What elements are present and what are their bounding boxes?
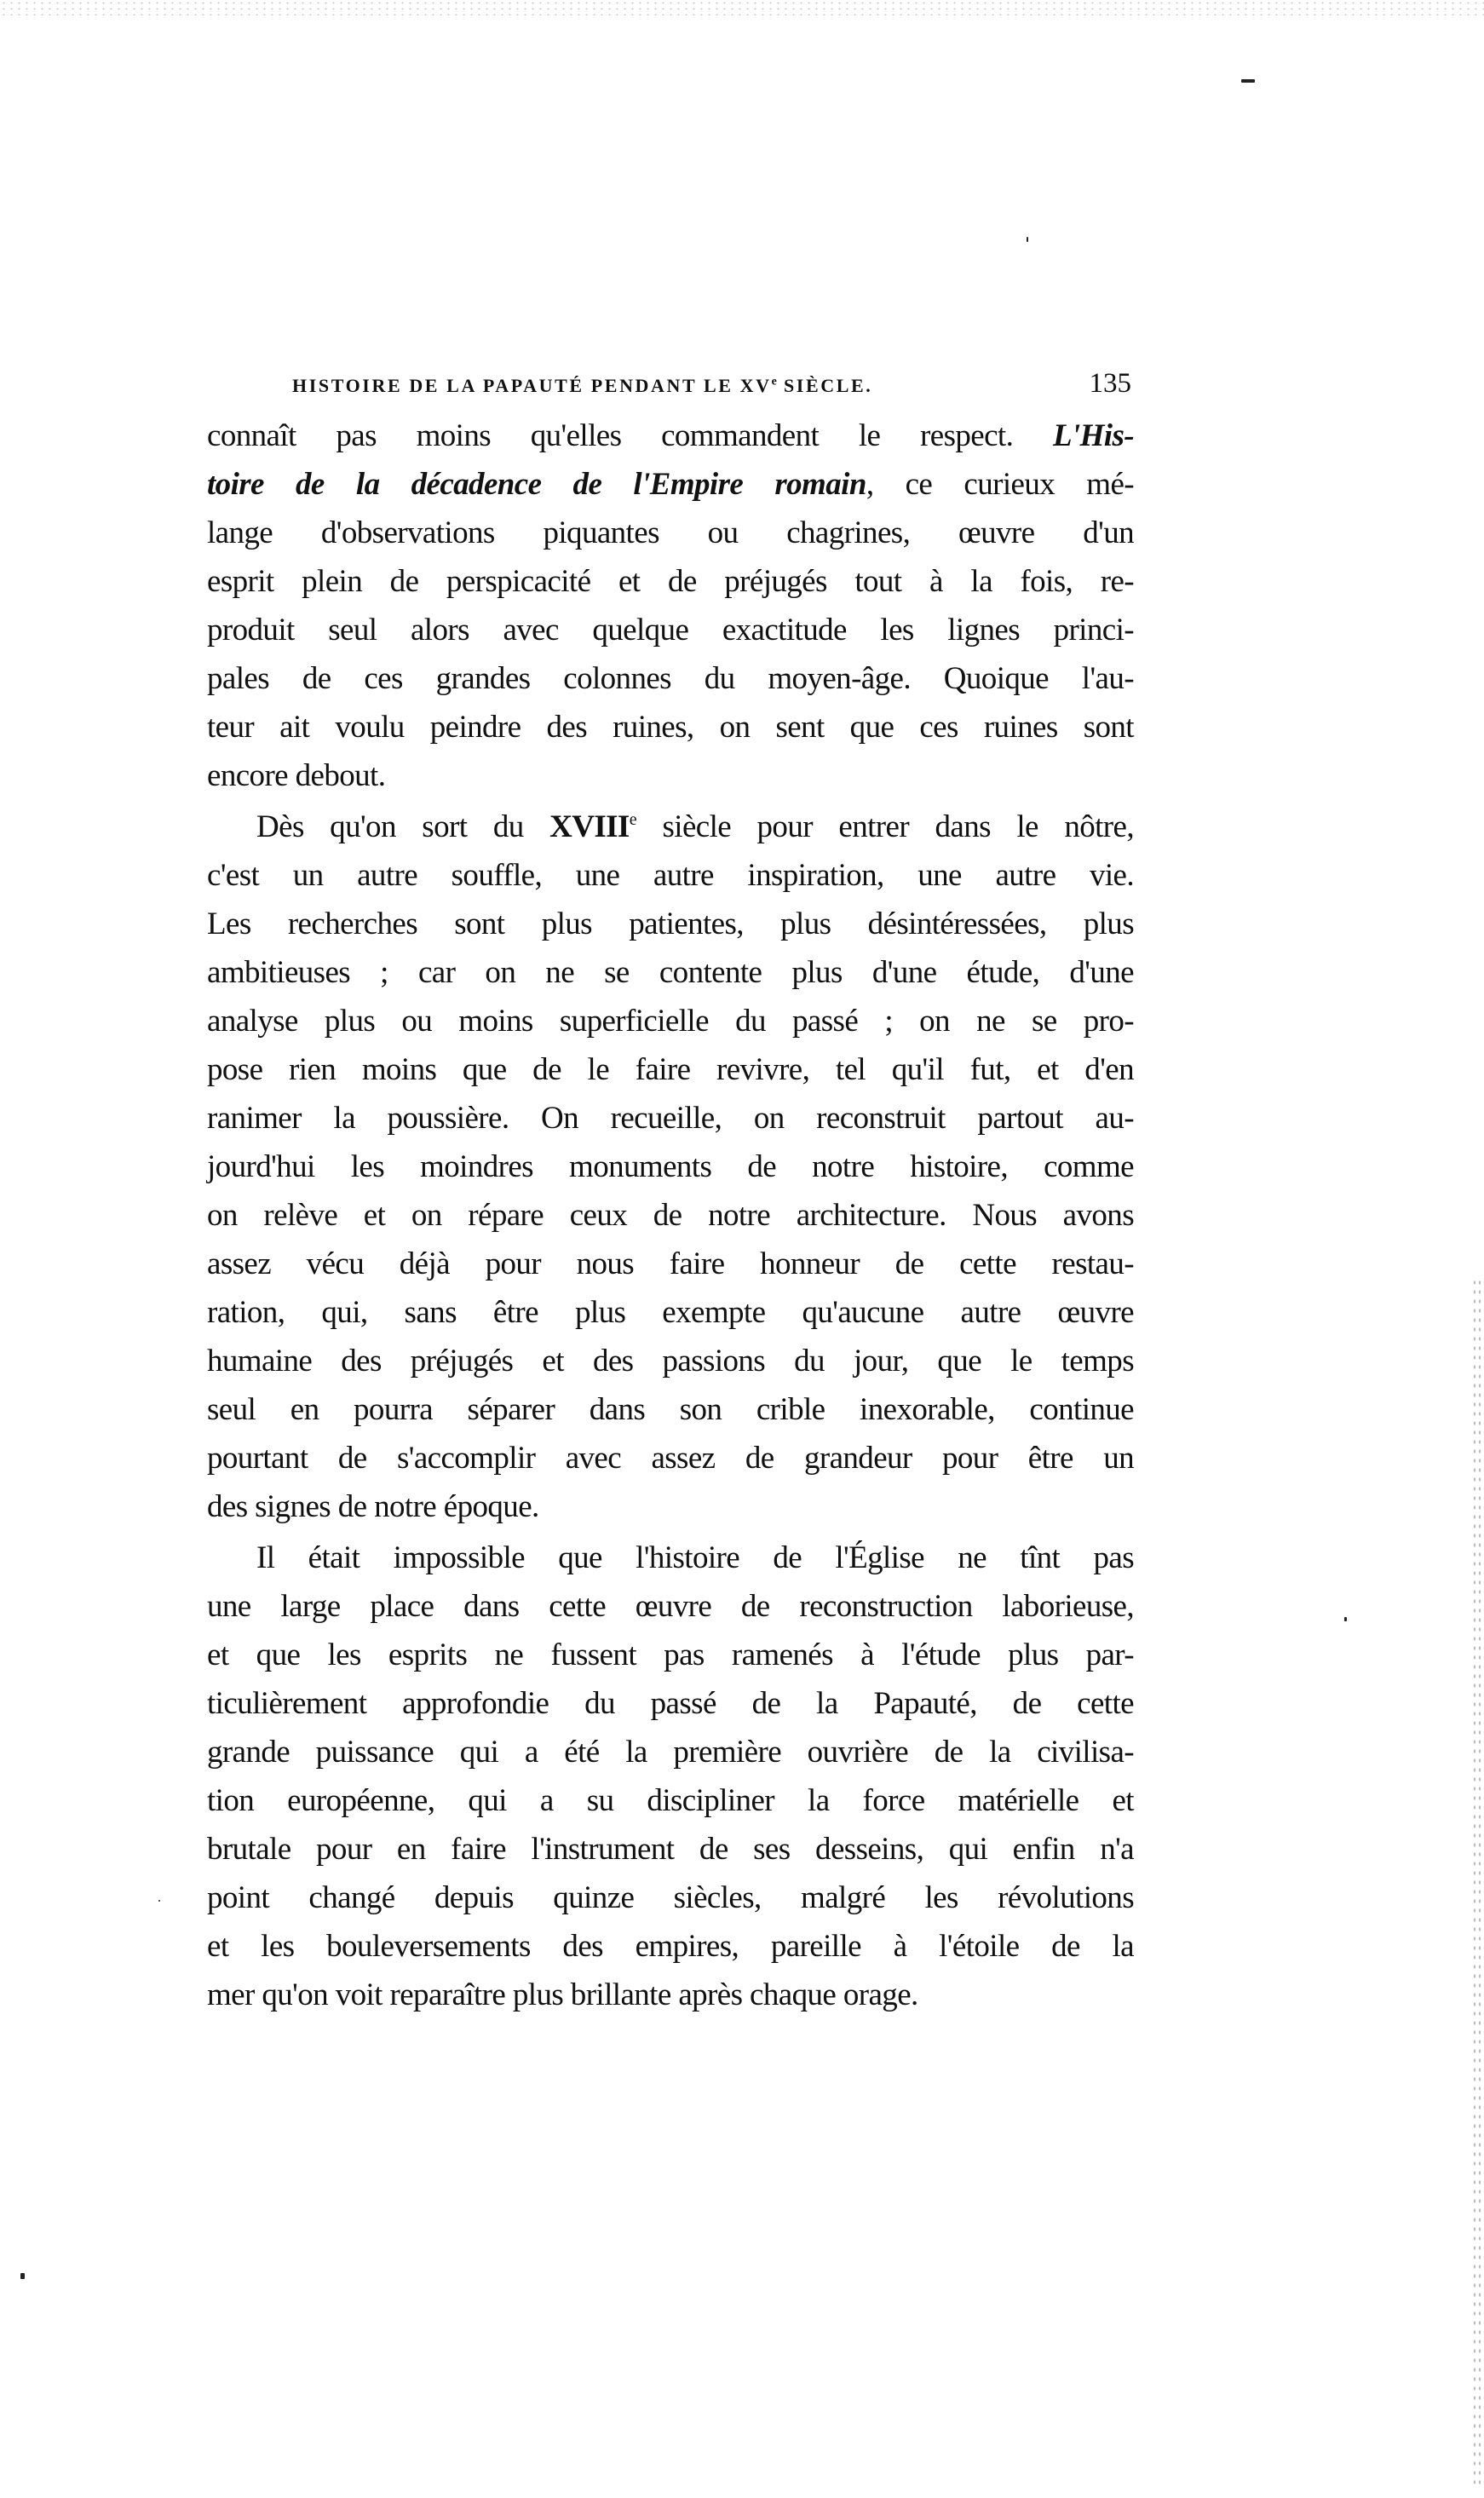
text-line: ticulièrement approfondie du passé de la Papauté, de cette [207,1686,1134,1721]
text-line: assez vécu déjà pour nous faire honneur de cette restau- [207,1246,1134,1281]
paragraph-1 [207,412,1134,800]
text-line: analyse plus ou moins superficielle du passé ; on ne se pro- [207,1004,1134,1039]
paragraph-3 [207,1534,1134,2019]
text-line: Il était impossible que l'histoire de l'Église ne tînt pas [256,1540,1134,1575]
page-number: 135 [1089,368,1131,399]
text-line: esprit plein de perspicacité et de préjugés tout à la fois, re- [207,564,1134,599]
text-line: et que les esprits ne fussent pas ramenés à l'étude plus par- [207,1638,1134,1672]
text-line: des signes de notre époque. [207,1489,539,1524]
text-line: ranimer la poussière. On recueille, on reconstruit partout au- [207,1101,1134,1136]
text-line: humaine des préjugés et des passions du jour, que le temps [207,1344,1134,1379]
scan-speck [158,1900,160,1902]
scan-speck [1344,1617,1347,1621]
text-line: ration, qui, sans être plus exempte qu'aucune autre œuvre [207,1295,1134,1330]
text-line: grande puissance qui a été la première ouvrière de la civilisa- [207,1735,1134,1770]
text-line: pourtant de s'accomplir avec assez de grandeur pour être un [207,1441,1134,1476]
text-line: seul en pourra séparer dans son crible inexorable, continue [207,1392,1134,1427]
running-head [292,368,1131,399]
text-line: connaît pas moins qu'elles commandent le respect. L'His- [207,418,1134,453]
text-line: ambitieuses ; car on ne se contente plus d'une étude, d'une [207,955,1134,990]
text-line: une large place dans cette œuvre de reconstruction laborieuse, [207,1589,1134,1624]
text-line: point changé depuis quinze siècles, malgré les révolutions [207,1880,1134,1915]
text-line: produit seul alors avec quelque exactitude les lignes princi- [207,613,1134,648]
text-line: on relève et on répare ceux de notre architecture. Nous avons [207,1198,1134,1233]
text-line: lange d'observations piquantes ou chagrines, œuvre d'un [207,515,1134,550]
text-line: c'est un autre souffle, une autre inspiration, une autre vie. [207,858,1134,893]
body-text [207,412,1134,2019]
text-line: pales de ces grandes colonnes du moyen-âge. Quoique l'au- [207,661,1134,696]
text-line: mer qu'on voit reparaître plus brillante après chaque orage. [207,1977,918,2012]
italic-title: L'His- [1052,418,1134,453]
scan-speck [20,2273,25,2279]
scan-noise-right [1472,1278,1484,2488]
text-line: Dès qu'on sort du XVIIIe siècle pour entrer dans le nôtre, [256,809,1134,844]
text-line: tion européenne, qui a su discipliner la force matérielle et [207,1783,1134,1818]
running-title: HISTOIRE DE LA PAPAUTÉ PENDANT LE XVe SIÈCLE. [292,375,873,396]
italic-title: toire de la décadence de l'Empire romain [207,467,866,502]
paragraph-2 [207,803,1134,1531]
text-line: brutale pour en faire l'instrument de ses desseins, qui enfin n'a [207,1832,1134,1867]
text-line: Les recherches sont plus patientes, plus désintéressées, plus [207,907,1134,941]
text-line: toire de la décadence de l'Empire romain, ce curieux mé- [207,467,1135,502]
scan-noise-top [0,0,1484,15]
scan-speck [1027,237,1028,242]
text-line: teur ait voulu peindre des ruines, on sent que ces ruines sont [207,710,1134,745]
text-line: jourd'hui les moindres monuments de notre histoire, comme [207,1149,1134,1184]
text-line: pose rien moins que de le faire revivre, tel qu'il fut, et d'en [207,1052,1134,1087]
text-line: et les bouleversements des empires, pareille à l'étoile de la [207,1929,1134,1964]
scan-speck [1241,79,1255,83]
text-line: encore debout. [207,758,386,793]
